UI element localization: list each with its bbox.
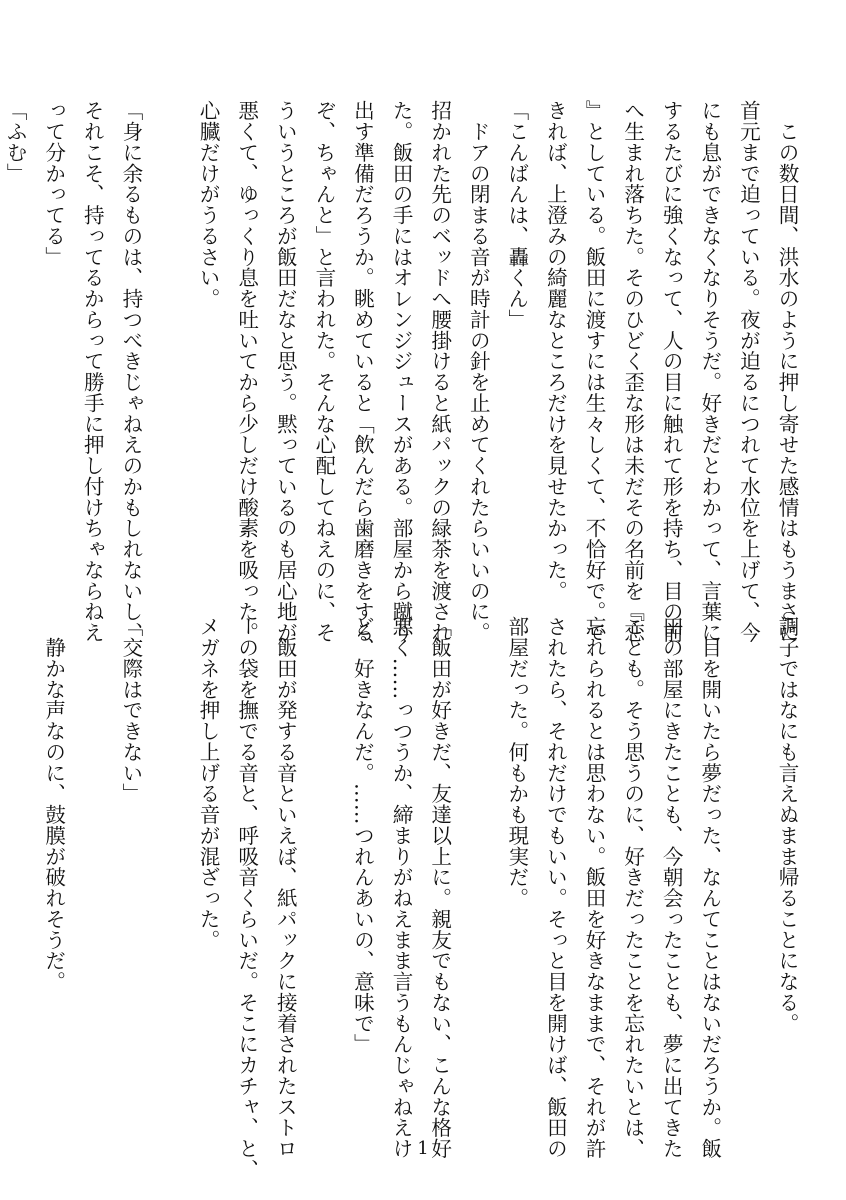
text-line: [459, 616, 498, 1072]
text-line: 悪く……っつうか、締まりがねえまま言うもんじゃねえけ: [389, 616, 414, 1159]
text-line: ーの袋を撫でる音と、呼吸音くらいだ。そこにカチャ、と、: [234, 616, 259, 1180]
text-line: ことも。そう思うのに、好きだったことを忘れたいとは、: [620, 616, 645, 1159]
text-line: [0, 616, 34, 1072]
text-line: [304, 616, 343, 1072]
text-line: 飯田が発する音といえば、紙パックに接着されたストロ: [273, 616, 298, 1159]
text-line: 目を開いたら夢だった、なんてことはないだろうか。飯: [697, 616, 722, 1159]
text-line: [150, 100, 189, 600]
text-line: 出す準備だろうか。眺めていると「飲んだら歯磨きをする: [350, 100, 375, 643]
text-line: 首元まで迫っている。夜が迫るにつれて水位を上げて、今: [736, 100, 761, 643]
text-line: [150, 616, 189, 1072]
text-line: 田の部屋にきたことも、今朝会ったことも、夢に出てきた: [659, 616, 684, 1159]
text-line: 「飯田が好きだ、友達以上に。親友でもない、こんな格好: [427, 616, 452, 1159]
text-line: ぞ、ちゃんと」と言われた。そんな心配してねえのに、そ: [311, 100, 336, 643]
text-line: 「こんばんは、轟くん」: [504, 100, 529, 330]
text-line: 心臓だけがうるさい。: [196, 100, 221, 309]
text-line: 調子ではなにも言えぬまま帰ることになる。: [775, 616, 799, 1034]
text-line: 「ふむ」: [3, 100, 28, 184]
text-line: 静かな声なのに、鼓膜が破れそうだ。: [41, 616, 66, 992]
text-line: するたびに強くなって、人の目に触れて形を持ち、目の前: [659, 100, 684, 643]
text-line: 招かれた先のベッドへ腰掛けると紙パックの緑茶を渡され: [427, 100, 452, 643]
text-line: [73, 616, 112, 1072]
text-line: 「身に余るものは、持つべきじゃねえのかもしれないし、: [118, 100, 143, 643]
text-line: た。飯田の手にはオレンジジュースがある。部屋から蹴り: [389, 100, 414, 643]
text-line: されたら、それだけでもいい。そっと目を開けば、飯田の: [543, 616, 568, 1159]
text-line: この数日間、洪水のように押し寄せた感情はもうまさに: [775, 100, 799, 643]
text-line: 「交際はできない」: [118, 616, 143, 804]
text-line: ど、好きなんだ。……つれんあいの、意味で」: [350, 616, 375, 1055]
text-line: って分かってる」: [41, 100, 66, 268]
text-line: 忘れられるとは思わない。飯田を好きなままで、それが許: [582, 616, 607, 1159]
text-line: にも息ができなくなりそうだ。好きだとわかって、言葉に: [697, 100, 722, 643]
text-line: きれば、上澄みの綺麗なところだけを見せたかった。: [543, 100, 568, 602]
text-line: ういうところが飯田だなと思う。黙っているのも居心地が: [273, 100, 298, 643]
page-number: 1: [417, 1138, 429, 1159]
text-line: [729, 616, 768, 1072]
text-line: それこそ、持ってるからって勝手に押し付けちゃならねえ: [80, 100, 105, 643]
text-line: 悪くて、ゆっくり息を吐いてから少しだけ酸素を吸った。: [234, 100, 259, 643]
text-line: メガネを押し上げる音が混ざった。: [196, 616, 221, 951]
text-line: へ生まれ落ちた。そのひどく歪な形は未だその名前を『恋: [620, 100, 645, 643]
text-line: ドアの閉まる音が時計の針を止めてくれたらいいのに。: [466, 100, 491, 643]
text-line: 部屋だった。何もかも現実だ。: [504, 616, 529, 909]
text-block-top: [3, 100, 806, 643]
text-line: 』としている。飯田に渡すには生々しくて、不恰好で。で: [582, 100, 607, 643]
text-block-bottom: [41, 616, 806, 1180]
